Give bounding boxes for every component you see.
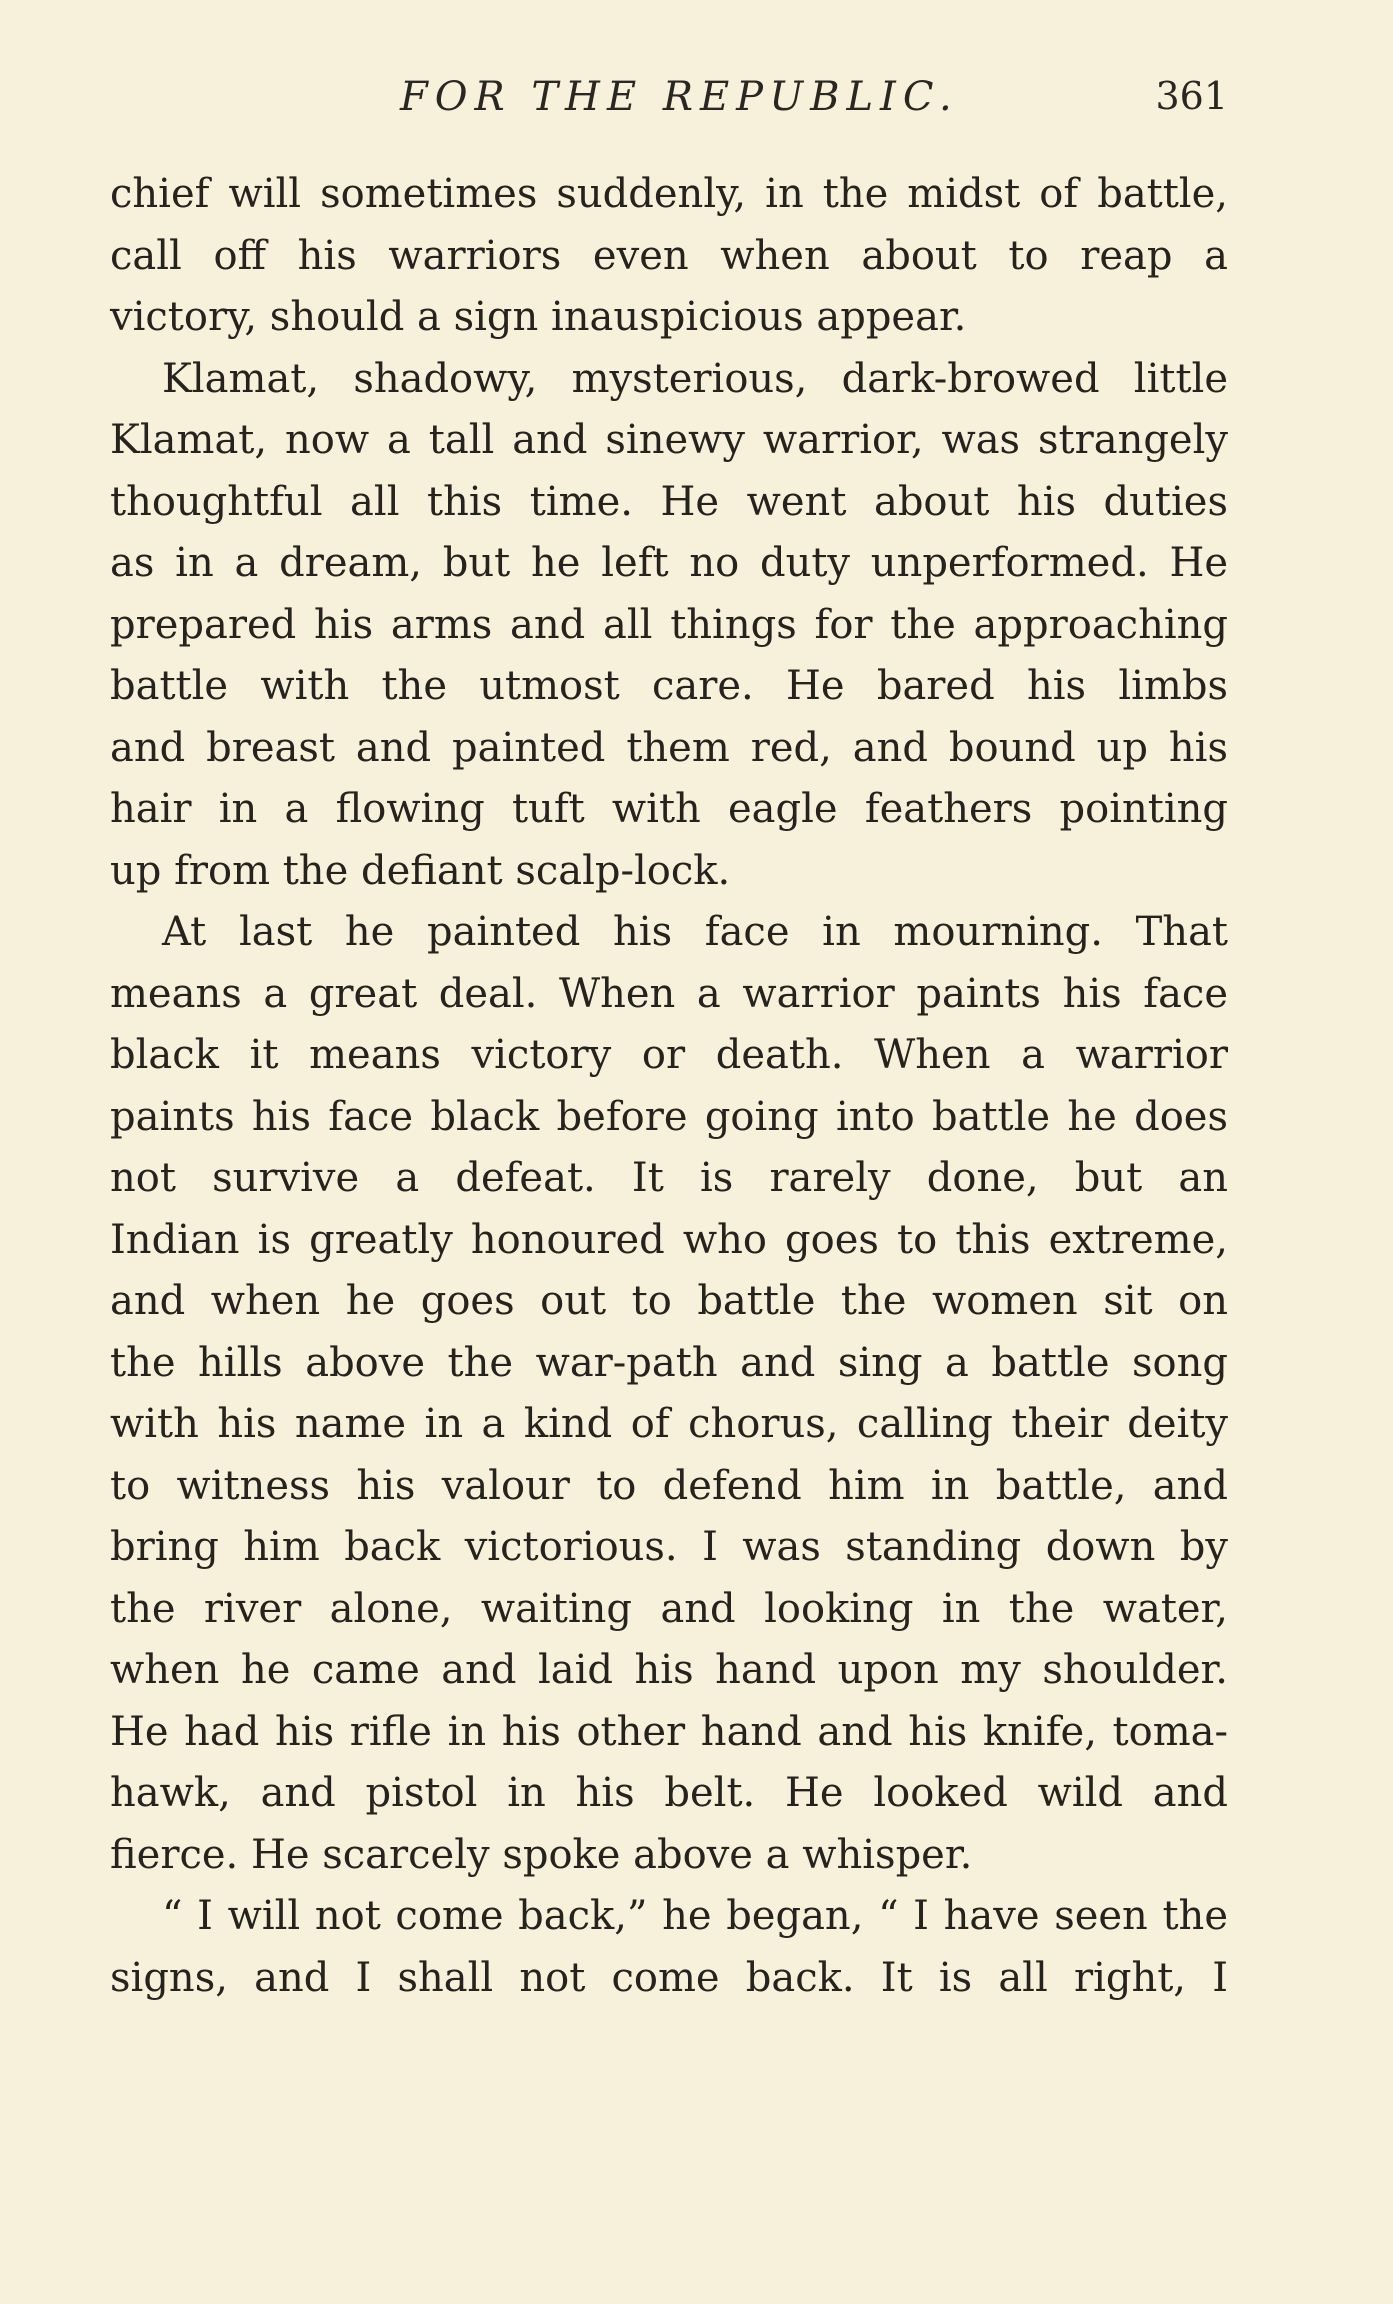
page-number: 361 — [1155, 74, 1228, 118]
text-line: victory, should a sign inauspicious appear. — [110, 294, 967, 340]
running-head — [110, 74, 1228, 130]
text-line: the hills above the war-path and sing a battle song — [110, 1339, 1228, 1386]
text-line: and breast and painted them red, and bound up his — [110, 724, 1228, 771]
text-line: At last he painted his face in mourning. That — [162, 909, 1228, 955]
text-line: Klamat, shadowy, mysterious, dark-browed little — [162, 355, 1228, 402]
text-line: and when he goes out to battle the women sit on — [110, 1278, 1228, 1324]
text-line: hair in a flowing tuft with eagle feathers pointing — [110, 786, 1228, 832]
text-line: “ I will not come back,” he began, “ I have seen the — [162, 1893, 1228, 1939]
text-line: chief will sometimes suddenly, in the midst of battle, — [110, 171, 1228, 217]
text-line: He had his rifle in his other hand and his knife, toma- — [110, 1708, 1228, 1755]
text-line: when he came and laid his hand upon my shoulder. — [110, 1647, 1228, 1693]
text-line: with his name in a kind of chorus, calling their deity — [110, 1401, 1228, 1447]
text-line: fierce. He scarcely spoke above a whisper. — [110, 1831, 973, 1878]
running-title: FOR THE REPUBLIC. — [400, 74, 959, 120]
text-line: Klamat, now a tall and sinewy warrior, was strangely — [110, 417, 1228, 463]
text-line: prepared his arms and all things for the approaching — [110, 601, 1228, 648]
text-line: to witness his valour to defend him in battle, and — [110, 1462, 1228, 1509]
text-line: up from the defiant scalp-lock. — [110, 847, 731, 894]
text-line: paints his face black before going into battle he does — [110, 1093, 1228, 1140]
text-line: not survive a defeat. It is rarely done, but an — [110, 1155, 1228, 1201]
text-line: call off his warriors even when about to reap a — [110, 232, 1228, 279]
text-line: means a great deal. When a warrior paints his face — [110, 970, 1228, 1017]
text-line: as in a dream, but he left no duty unperformed. He — [110, 540, 1228, 586]
text-line: battle with the utmost care. He bared his limbs — [110, 663, 1228, 709]
text-line: hawk, and pistol in his belt. He looked wild and — [110, 1770, 1228, 1816]
text-line: thoughtful all this time. He went about his duties — [110, 478, 1228, 525]
text-line: the river alone, waiting and looking in the water, — [110, 1585, 1228, 1632]
text-line: black it means victory or death. When a warrior — [110, 1032, 1228, 1078]
text-line: Indian is greatly honoured who goes to this extreme, — [110, 1216, 1228, 1263]
text-line: bring him back victorious. I was standing down by — [110, 1524, 1228, 1570]
text-line: signs, and I shall not come back. It is all right, I — [110, 1954, 1228, 2001]
body-text — [110, 164, 1228, 2009]
